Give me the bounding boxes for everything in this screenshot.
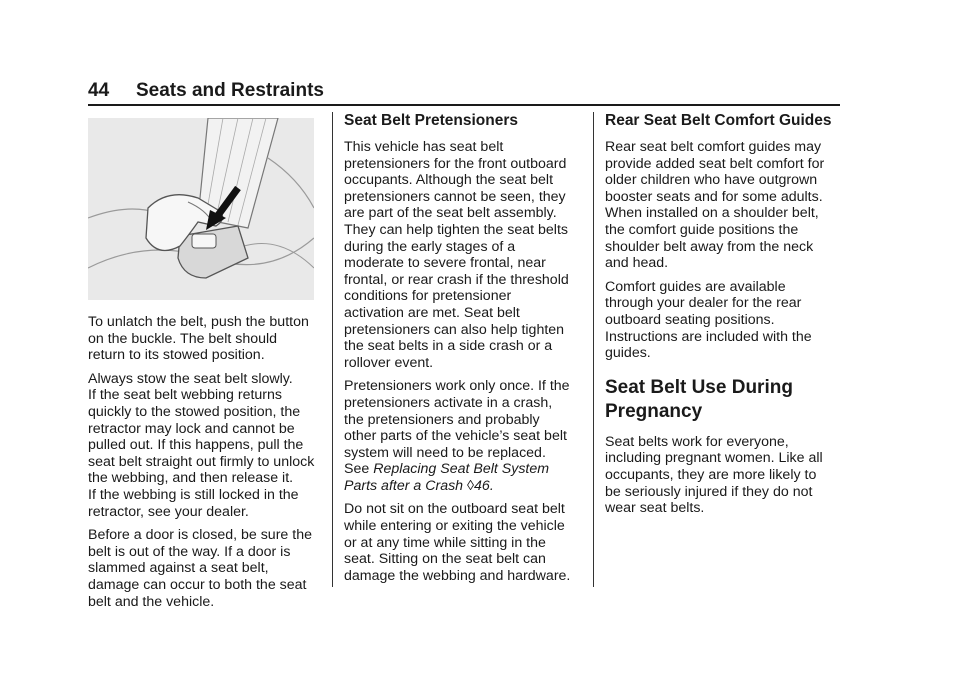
cross-reference-link[interactable]: Replacing Seat Belt System Parts after a Crash xyxy=(344,461,550,494)
column-divider-2 xyxy=(593,112,594,587)
cross-reference-page[interactable]: 46. xyxy=(474,477,494,494)
pretensioners-paragraph: This vehicle has seat belt pretensioners for the front outboard occupants. Although the seat belt pretensioners cannot be seen, they are part of the seat belt assembly. They can help tighten the seat belts during the early stages of a moderate to severe frontal, near frontal, or rear crash if the threshold conditions for pretensioner activation are met. Seat belt pretensioners can also help tighten the seat belts in a side crash or a rollover event. xyxy=(344,139,569,371)
pregnancy-paragraph: Seat belts work for everyone, including pregnant women. Like all occupants, they are more likely to be seriously injured if they do not wear seat belts. xyxy=(605,433,823,517)
unlatch-paragraph: To unlatch the belt, push the button on the buckle. The belt should return to its stowed position. xyxy=(88,314,309,364)
page-number: 44 xyxy=(88,80,110,101)
door-paragraph: Before a door is closed, be sure the belt is out of the way. If a door is slammed against a seat belt, damage can occur to both the seat belt and the vehicle. xyxy=(88,527,312,610)
column-1 xyxy=(88,112,324,617)
replacement-paragraph xyxy=(344,378,582,494)
page-header xyxy=(88,80,840,106)
outboard-paragraph: Do not sit on the outboard seat belt while entering or exiting the vehicle or at any time while sitting in the seat. Sitting on the seat belt can damage the webbing and hardware. xyxy=(344,501,571,584)
pregnancy-heading: Seat Belt Use During Pregnancy xyxy=(605,376,793,422)
page-ref-arrow-icon: ◊ xyxy=(467,477,475,494)
column-3 xyxy=(605,112,845,524)
replacement-text: Pretensioners work only once. If the pretensioners activate in a crash, the pretensioners and probably other parts of the vehicle’s seat belt system will need to be replaced. See xyxy=(344,378,570,478)
buckle-release-illustration xyxy=(88,118,314,300)
header-rule xyxy=(88,104,840,106)
stow-paragraph: Always stow the seat belt slowly. If the seat belt webbing returns quickly to the stowed position, the retractor may lock and cannot be pulled out. If this happens, pull the seat belt straight out firmly to unlock the webbing, and then release it. If the webbing is still locked in the retractor, see your dealer. xyxy=(88,370,315,520)
section-title: Seats and Restraints xyxy=(136,80,324,101)
column-divider-1 xyxy=(332,112,333,587)
comfort-guides-heading: Rear Seat Belt Comfort Guides xyxy=(605,112,832,129)
pretensioners-heading: Seat Belt Pretensioners xyxy=(344,112,519,129)
availability-paragraph: Comfort guides are available through your dealer for the rear outboard seating positions. Instructions are included with the guides. xyxy=(605,278,812,362)
column-2 xyxy=(344,112,582,591)
comfort-guides-paragraph: Rear seat belt comfort guides may provide added seat belt comfort for older children who have outgrown booster seats and for some adults. When installed on a shoulder belt, the comfort guide positions the shoulder belt away from the neck and head. xyxy=(605,139,825,272)
